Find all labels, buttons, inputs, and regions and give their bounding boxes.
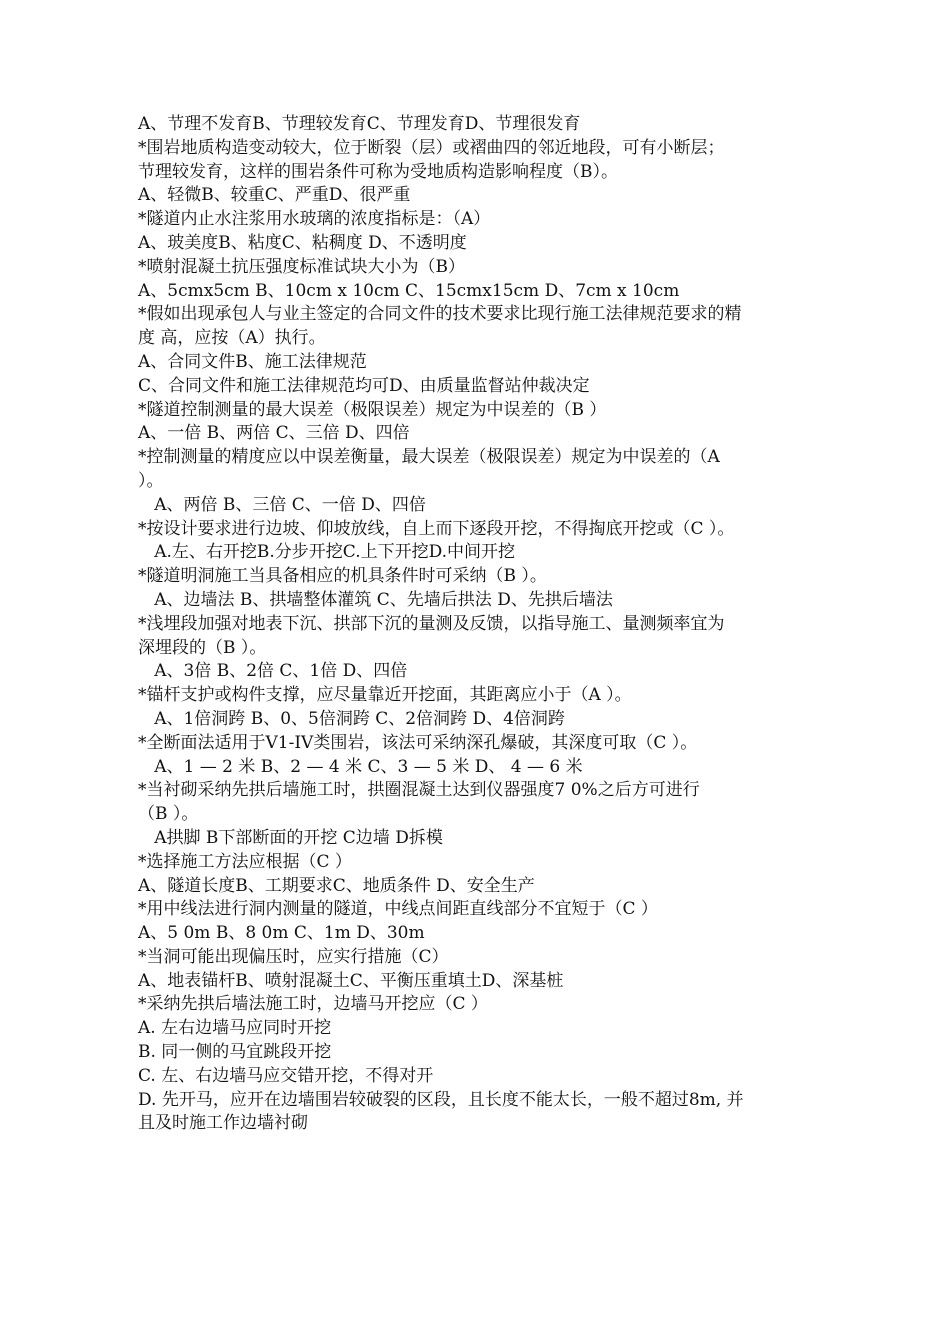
- text-line: 度 高，应按（A）执行。: [138, 328, 326, 349]
- text-line: *隧道控制测量的最大误差（极限误差）规定为中误差的（B ）: [138, 399, 607, 420]
- document-body: [138, 113, 828, 1136]
- text-line: A、节理不发育B、节理较发育C、节理发育D、节理很发育: [138, 114, 581, 134]
- text-line: *浅埋段加强对地表下沉、拱部下沉的量测及反馈，以指导施工、量测频率宜为: [138, 613, 725, 634]
- text-line: *用中线法进行洞内测量的隧道，中线点间距直线部分不宜短于（C ）: [138, 899, 658, 920]
- text-line: ）。: [138, 470, 164, 491]
- text-line: A、隧道长度B、工期要求C、地质条件 D、安全生产: [138, 875, 535, 896]
- text-line: A、地表锚杆B、喷射混凝土C、平衡压重填土D、深基桩: [138, 970, 564, 991]
- text-line: *喷射混凝土抗压强度标准试块大小为（B）: [138, 256, 465, 277]
- text-line: 节理较发育，这样的围岩条件可称为受地质构造影响程度（B）。: [138, 161, 618, 182]
- text-line: A、5cmx5cm B、10cm x 10cm C、15cmx15cm D、7cm x 10cm: [138, 280, 680, 301]
- text-line: A、合同文件B、施工法律规范: [138, 351, 367, 372]
- text-line: *假如出现承包人与业主签定的合同文件的技术要求比现行施工法律规范要求的精: [138, 304, 742, 325]
- text-line: C、合同文件和施工法律规范均可D、由质量监督站仲裁决定: [138, 375, 590, 396]
- text-line: A、3倍 B、2倍 C、1倍 D、四倍: [138, 661, 408, 682]
- text-line: *当衬砌采纳先拱后墙施工时，拱圈混凝土达到仪器强度7 0%之后方可进行: [138, 780, 700, 801]
- text-line: A、一倍 B、两倍 C、三倍 D、四倍: [138, 423, 410, 444]
- text-line: *锚杆支护或构件支撑，应尽量靠近开挖面，其距离应小于（A ）。: [138, 685, 632, 706]
- text-line: *当洞可能出现偏压时，应实行措施（C）: [138, 946, 449, 967]
- text-line: *全断面法适用于V1-IV类围岩，该法可采纳深孔爆破，其深度可取（C ）。: [138, 732, 698, 753]
- text-line: *隧道明洞施工当具备相应的机具条件时可采纳（B ）。: [138, 566, 547, 587]
- text-line: *按设计要求进行边坡、仰坡放线，自上而下逐段开挖，不得掏底开挖或（C ）。: [138, 518, 735, 539]
- text-line: 且及时施工作边墙衬砌: [138, 1113, 308, 1134]
- text-line: A、轻微B、较重C、严重D、很严重: [138, 185, 411, 206]
- text-line: A、两倍 B、三倍 C、一倍 D、四倍: [138, 494, 426, 515]
- text-line: *隧道内止水注浆用水玻璃的浓度指标是：（A）: [138, 209, 491, 230]
- text-line: A、1倍洞跨 B、0、5倍洞跨 C、2倍洞跨 D、4倍洞跨: [138, 708, 565, 729]
- text-line: B. 同一侧的马宜跳段开挖: [138, 1042, 332, 1063]
- text-line: A、5 0m B、8 0m C、1m D、30m: [138, 923, 425, 944]
- text-line: *围岩地质构造变动较大，位于断裂（层）或褶曲四的邻近地段，可有小断层；: [138, 137, 725, 158]
- text-line: A、边墙法 B、拱墙整体灌筑 C、先墙后拱法 D、先拱后墙法: [138, 589, 613, 610]
- text-line: 深埋段的（B ）。: [138, 637, 267, 658]
- text-line: D. 先开马，应开在边墙围岩较破裂的区段，且长度不能太长，一般不超过8m, 并: [138, 1089, 744, 1110]
- text-line: *采纳先拱后墙法施工时，边墙马开挖应（C ）: [138, 994, 488, 1015]
- text-line: （B ）。: [138, 804, 199, 825]
- text-line: A、1 — 2 米 B、2 — 4 米 C、3 — 5 米 D、 4 — 6 米: [138, 756, 583, 777]
- text-line: A、玻美度B、粘度C、粘稠度 D、不透明度: [138, 232, 467, 253]
- text-line: *选择施工方法应根据（C ）: [138, 851, 352, 872]
- text-line: A拱脚 B下部断面的开挖 C边墙 D拆模: [138, 827, 443, 848]
- text-line: A.左、右开挖B.分步开挖C.上下开挖D.中间开挖: [138, 542, 516, 563]
- text-line: C. 左、右边墙马应交错开挖，不得对开: [138, 1065, 434, 1086]
- text-line: *控制测量的精度应以中误差衡量，最大误差（极限误差）规定为中误差的（A: [138, 447, 720, 468]
- text-line: A. 左右边墙马应同时开挖: [138, 1018, 332, 1039]
